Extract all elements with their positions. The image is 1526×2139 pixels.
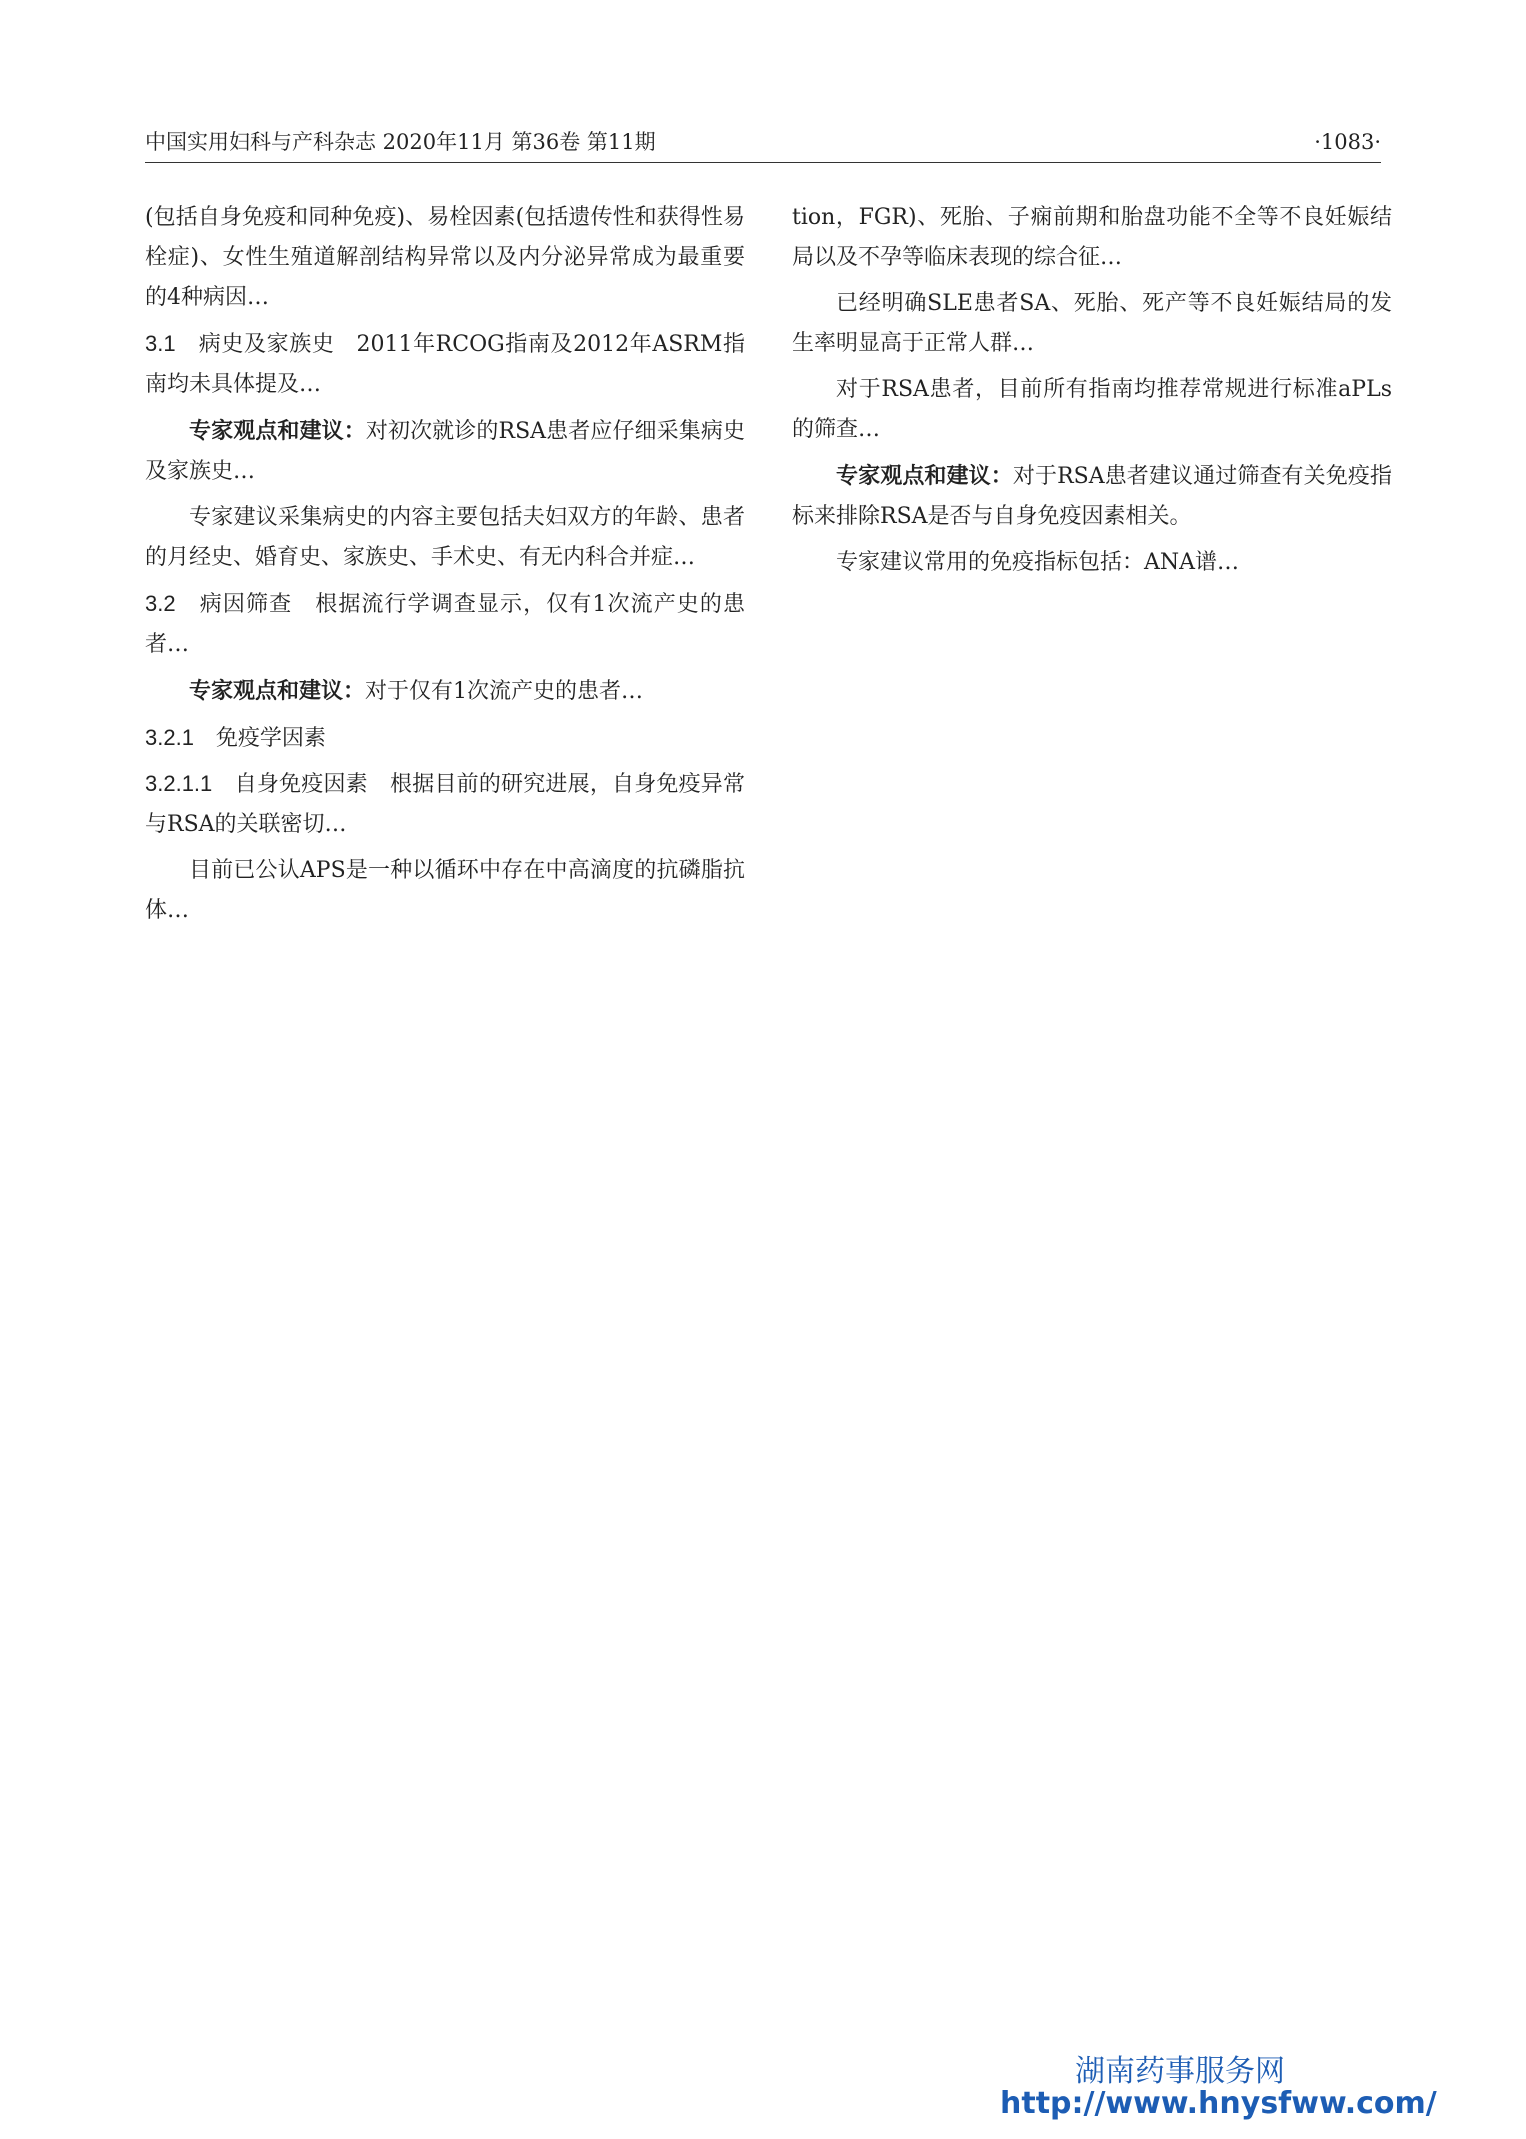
- expert-text: 对初次就诊的RSA患者应仔细采集病史及家族史…: [145, 419, 745, 484]
- expert-lead: 专家观点和建议：: [189, 678, 366, 704]
- expert-text: 对于RSA患者建议通过筛查有关免疫指标来排除RSA是否与自身免疫因素相关。: [792, 464, 1392, 529]
- paragraph: 已经明确SLE患者SA、死胎、死产等不良妊娠结局的发生率明显高于正常人群…: [792, 291, 1392, 356]
- watermark-url: http://www.hnysfww.com/: [1000, 2086, 1437, 2121]
- section-3-2-1-1: [145, 764, 745, 845]
- expert-text: 对于仅有1次流产史的患者…: [365, 679, 644, 704]
- running-header: [145, 126, 1381, 156]
- expert-recommendation: [145, 411, 745, 492]
- expert-lead: 专家观点和建议：: [836, 463, 1013, 489]
- expert-lead: 专家观点和建议：: [189, 418, 366, 444]
- header-rule: [145, 162, 1381, 163]
- section-text: 2011年RCOG指南及2012年ASRM指南均未具体提及…: [145, 332, 745, 397]
- paragraph: (包括自身免疫和同种免疫)、易栓因素(包括遗传性和获得性易栓症)、女性生殖道解剖结构异常以及内分泌异常成为最重要的4种病因…: [145, 205, 745, 310]
- section-heading: 3.2 病因筛查: [145, 591, 293, 616]
- paragraph: 专家建议常用的免疫指标包括：ANA谱…: [836, 550, 1240, 575]
- section-heading: 3.2.1.1 自身免疫因素: [145, 771, 368, 796]
- page-number: ·1083·: [1314, 130, 1381, 154]
- section-text: 根据流行学调查显示，仅有1次流产史的患者…: [145, 592, 745, 657]
- section-heading: 3.2.1 免疫学因素: [145, 725, 326, 750]
- paragraph: tion，FGR)、死胎、子痫前期和胎盘功能不全等不良妊娠结局以及不孕等临床表现的综合征…: [792, 205, 1392, 270]
- paragraph: 专家建议采集病史的内容主要包括夫妇双方的年龄、患者的月经史、婚育史、家族史、手术史、有无内科合并症…: [145, 505, 745, 570]
- left-column: [145, 198, 745, 937]
- section-3-1: [145, 324, 745, 405]
- paragraph: 目前已公认APS是一种以循环中存在中高滴度的抗磷脂抗体…: [145, 858, 745, 923]
- section-3-2: [145, 584, 745, 665]
- expert-recommendation: [792, 456, 1392, 537]
- watermark-name: 湖南药事服务网: [1075, 2054, 1285, 2089]
- expert-recommendation: [145, 671, 745, 712]
- paragraph: 对于RSA患者，目前所有指南均推荐常规进行标准aPLs的筛查…: [792, 377, 1392, 442]
- right-column: [792, 198, 1392, 589]
- section-text: 根据目前的研究进展，自身免疫异常与RSA的关联密切…: [145, 772, 745, 837]
- section-heading: 3.1 病史及家族史: [145, 331, 335, 356]
- journal-title: 中国实用妇科与产科杂志 2020年11月 第36卷 第11期: [145, 130, 656, 154]
